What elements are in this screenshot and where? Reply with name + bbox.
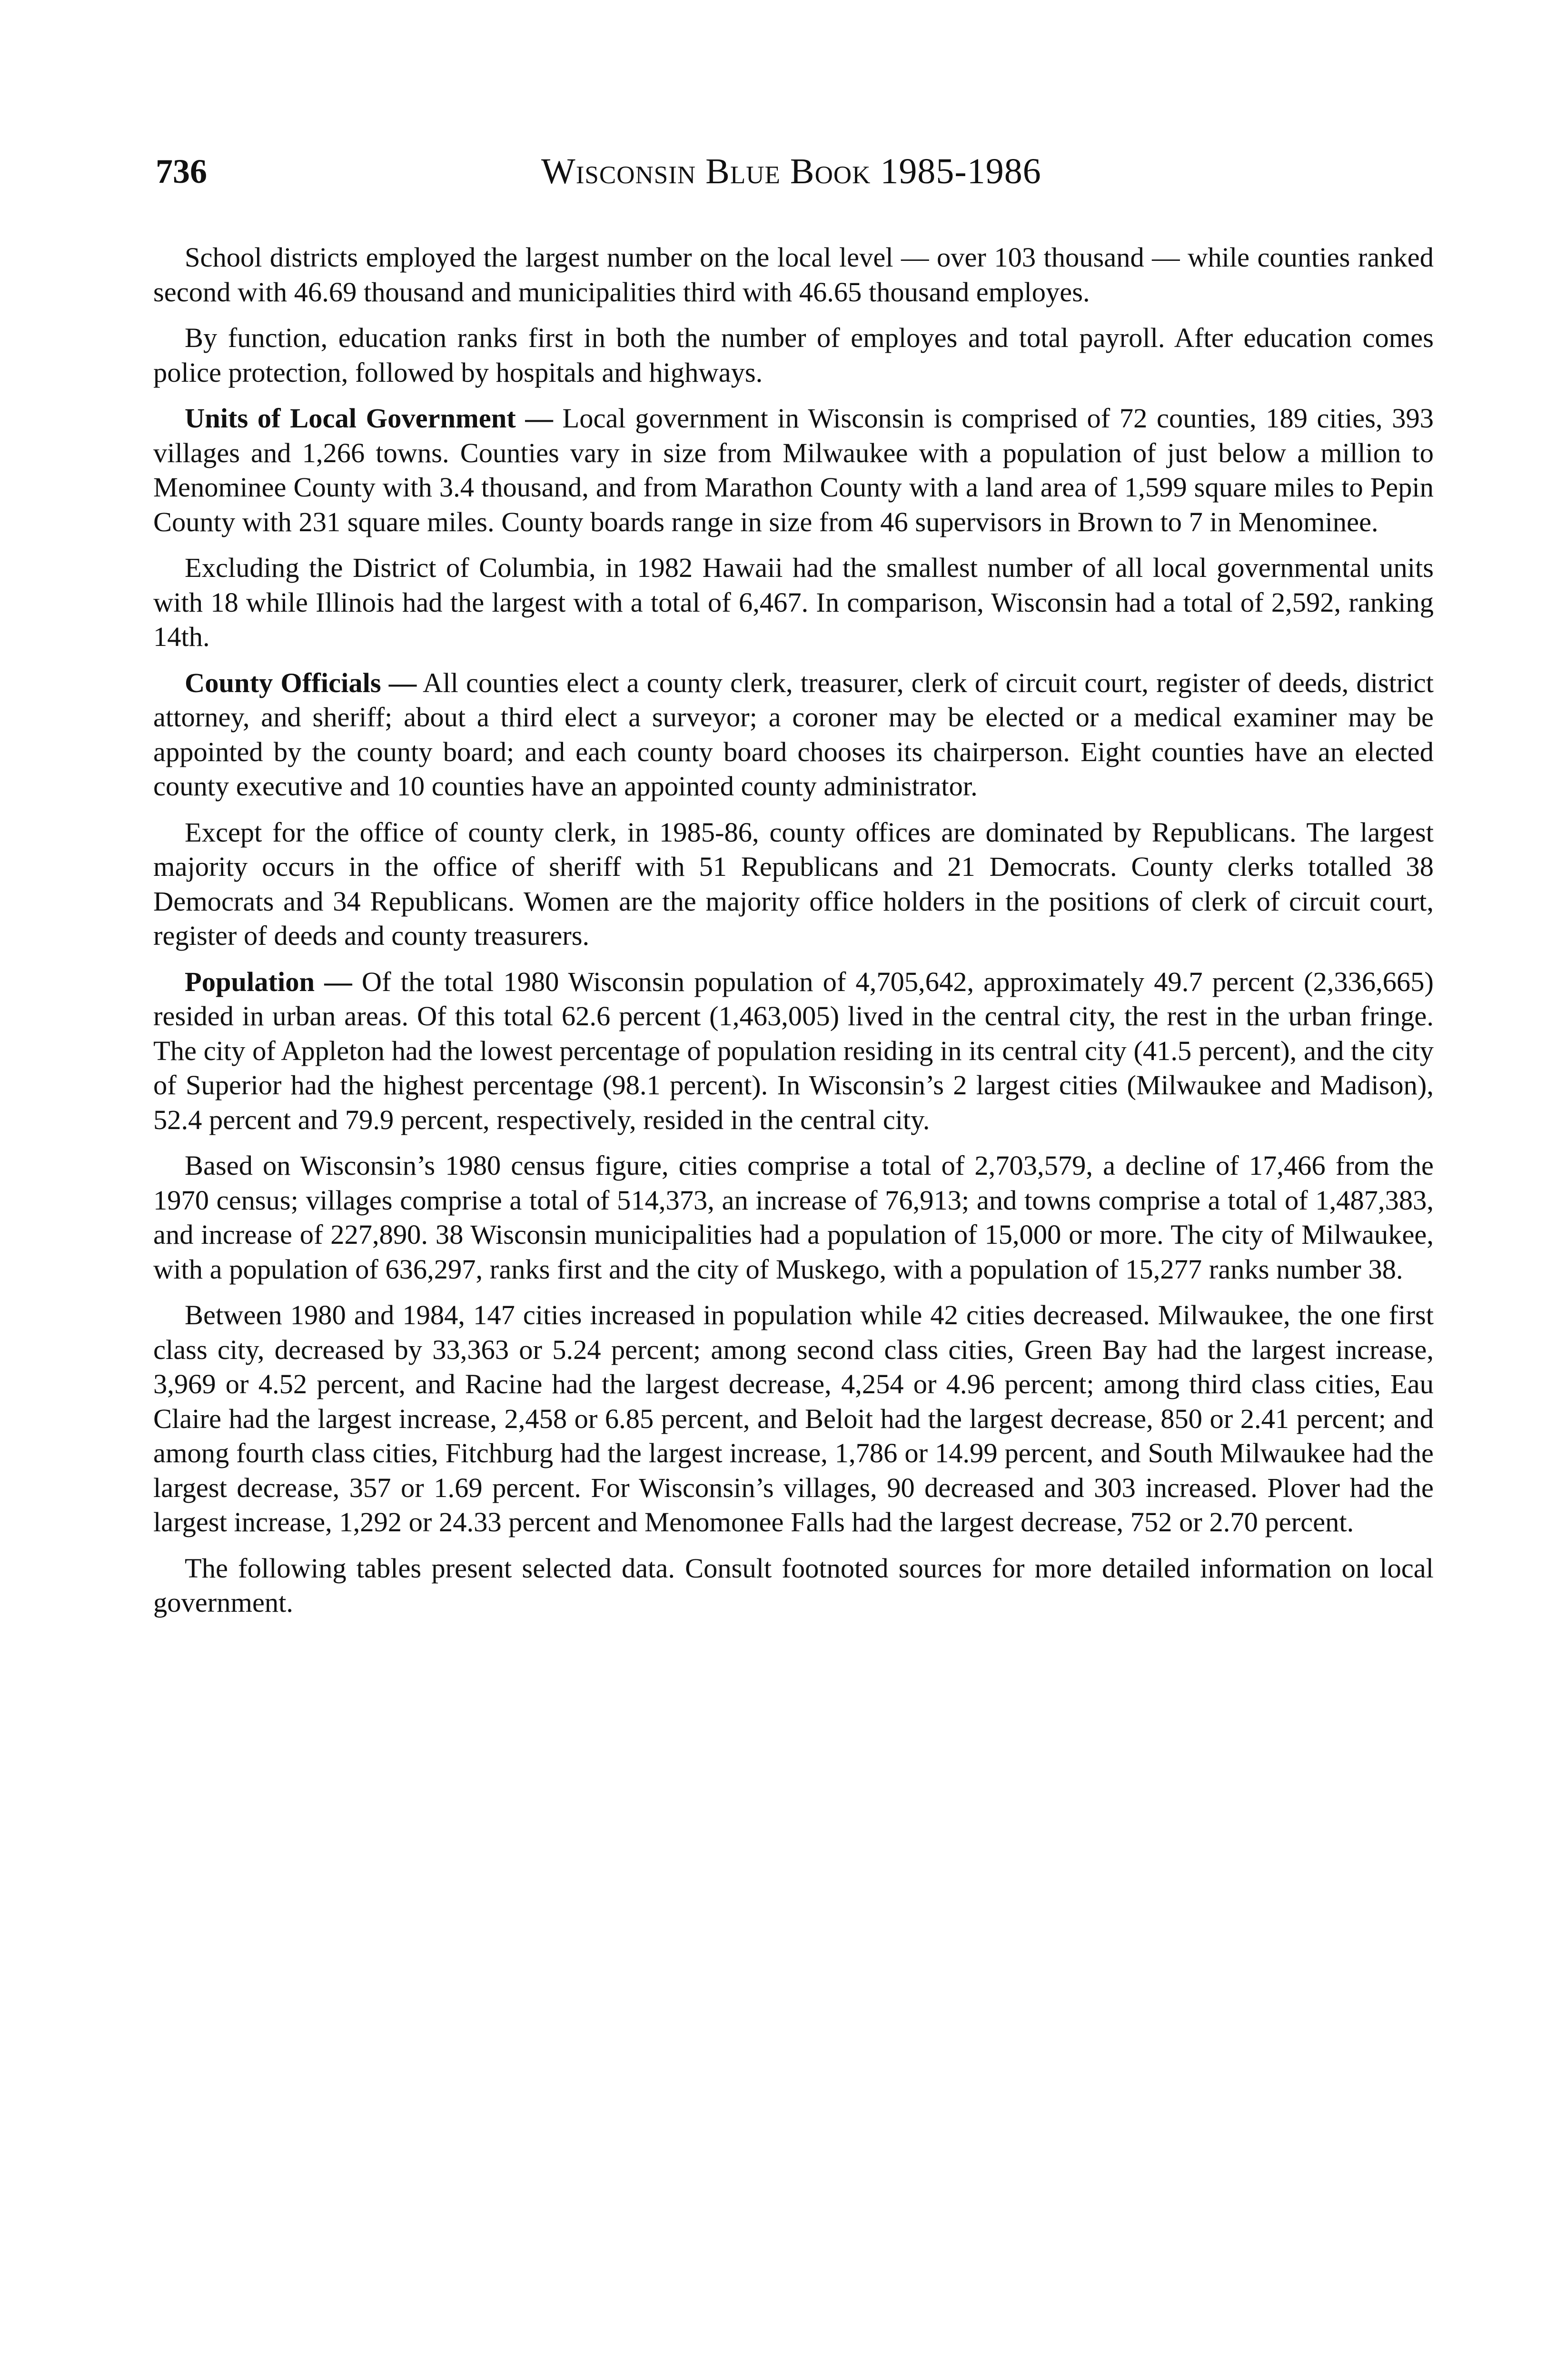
paragraph-text: Local government in Wisconsin is comprised of 72 counties, 189 cities, 393 villages and 1,266 towns. Counties vary in size from Milwaukee with a population of just below a million to Menominee County with 3.4 thousand, and from Marathon County with a land area of 1,599 square miles to Pepin County with 231 square miles. County boards range in size from 46 supervisors in Brown to 7 in Menominee. xyxy=(153,403,1434,537)
paragraph-population-change xyxy=(153,1298,1434,1540)
paragraph-text: All counties elect a county clerk, treasurer, clerk of circuit court, register of deeds, district attorney, and sheriff; about a third elect a surveyor; a coroner may be elected or a medical examiner may be appointed by the county board; and each county board chooses its chairperson. Eight counties have an elected county executive and 10 counties have an appointed county administrator. xyxy=(153,667,1434,802)
paragraph-units-of-local-government xyxy=(153,401,1434,539)
paragraph-population xyxy=(153,965,1434,1138)
running-head xyxy=(156,150,1441,202)
paragraph-county-officials xyxy=(153,666,1434,804)
body-text xyxy=(153,240,1434,1632)
paragraph-census-figures xyxy=(153,1149,1434,1287)
book-title: Wisconsin Blue Book 1985-1986 xyxy=(541,151,1041,191)
page-number: 736 xyxy=(156,152,207,190)
section-lead-units: Units of Local Government — xyxy=(185,403,553,434)
paragraph-text: The following tables present selected data. Consult footnoted sources for more detailed information on local government. xyxy=(153,1552,1434,1618)
paragraph-text: Based on Wisconsin’s 1980 census figure, cities comprise a total of 2,703,579, a decline of 17,466 from the 1970 census; villages comprise a total of 514,373, an increase of 76,913; and towns comprise a total of 1,487,383, and increase of 227,890. 38 Wisconsin municipalities had a population of 15,000 or more. The city of Milwaukee, with a population of 636,297, ranks first and the city of Muskego, with a population of 15,277 ranks number 38. xyxy=(153,1150,1434,1285)
paragraph-school-districts xyxy=(153,240,1434,309)
paragraph-text: Except for the office of county clerk, in 1985-86, county offices are dominated by Republicans. The largest majority occurs in the office of sheriff with 51 Republicans and 21 Democrats. County clerks totalled 38 Democrats and 34 Republicans. Women are the majority office holders in the positions of clerk of circuit court, register of deeds and county treasurers. xyxy=(153,816,1434,951)
paragraph-tables-note xyxy=(153,1551,1434,1620)
paragraph-function xyxy=(153,321,1434,390)
section-lead-county-officials: County Officials — xyxy=(185,667,417,698)
paragraph-county-offices xyxy=(153,815,1434,953)
section-lead-population: Population — xyxy=(185,966,352,997)
paragraph-text: Of the total 1980 Wisconsin population of 4,705,642, approximately 49.7 percent (2,336,665) resided in urban areas. Of this total 62.6 percent (1,463,005) lived in the central city, the rest in the urban fringe. The city of Appleton had the lowest percentage of population residing in its central city (41.5 percent), and the city of Superior had the highest percentage (98.1 percent). In Wisconsin’s 2 largest cities (Milwaukee and Madison), 52.4 percent and 79.9 percent, respectively, resided in the central city. xyxy=(153,966,1434,1135)
paragraph-district-of-columbia xyxy=(153,551,1434,654)
paragraph-text: Excluding the District of Columbia, in 1982 Hawaii had the smallest number of all local governmental units with 18 while Illinois had the largest with a total of 6,467. In comparison, Wisconsin had a total of 2,592, ranking 14th. xyxy=(153,552,1434,652)
paragraph-text: By function, education ranks first in both the number of employes and total payroll. After education comes police protection, followed by hospitals and highways. xyxy=(153,322,1434,388)
paragraph-text: Between 1980 and 1984, 147 cities increased in population while 42 cities decreased. Milwaukee, the one first class city, decreased by 33,363 or 5.24 percent; among second class cities, Green Bay had the largest increase, 3,969 or 4.52 percent, and Racine had the largest decrease, 4,254 or 4.96 percent; among third class cities, Eau Claire had the largest increase, 2,458 or 6.85 percent, and Beloit had the largest decrease, 850 or 2.41 percent; and among fourth class cities, Fitchburg had the largest increase, 1,786 or 14.99 percent, and South Milwaukee had the largest decrease, 357 or 1.69 percent. For Wisconsin’s villages, 90 decreased and 303 increased. Plover had the largest increase, 1,292 or 24.33 percent and Menomonee Falls had the largest decrease, 752 or 2.70 percent. xyxy=(153,1299,1434,1537)
paragraph-text: School districts employed the largest number on the local level — over 103 thousand — while counties ranked second with 46.69 thousand and municipalities third with 46.65 thousand employes. xyxy=(153,242,1434,307)
